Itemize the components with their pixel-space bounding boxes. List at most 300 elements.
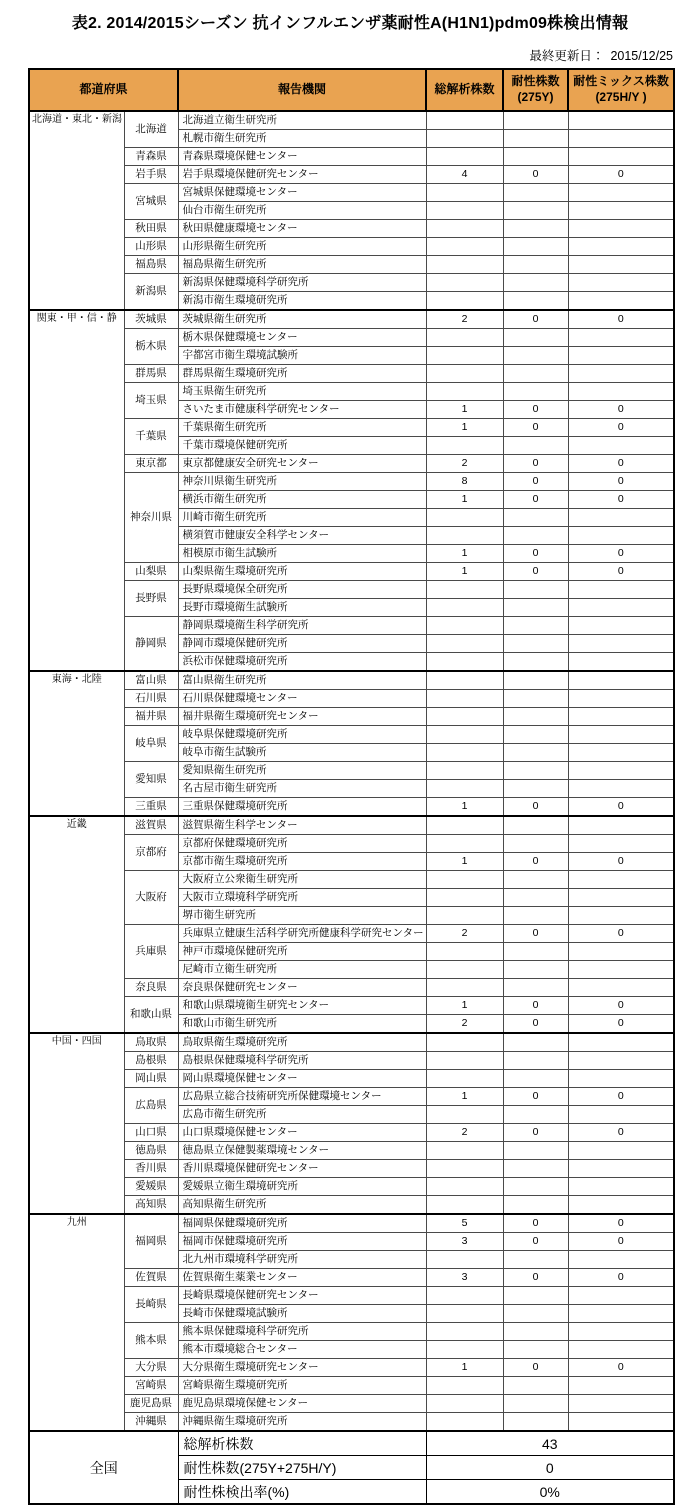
institution-cell: 沖縄県衛生環境研究所 [178,1413,426,1432]
resistant-count-cell [503,635,568,653]
col-header-institution: 報告機関 [178,69,426,111]
table-row [29,708,674,726]
prefecture-cell: 宮崎県 [124,1377,178,1395]
institution-cell: 宮城県保健環境センター [178,184,426,202]
institution-cell: 青森県環境保健センター [178,148,426,166]
resistant-count-cell [503,581,568,599]
prefecture-cell: 鳥取県 [124,1033,178,1052]
table-row [29,1088,674,1106]
institution-cell: 京都府保健環境研究所 [178,835,426,853]
prefecture-cell: 山口県 [124,1124,178,1142]
institution-cell: 千葉県衛生研究所 [178,419,426,437]
resistant-count-cell: 0 [503,310,568,329]
institution-cell: 埼玉県衛生研究所 [178,383,426,401]
table-row [29,1377,674,1395]
institution-cell: 滋賀県衛生科学センター [178,816,426,835]
resistant-mix-count-cell [568,889,674,907]
total-analyzed-cell [426,1251,503,1269]
prefecture-cell: 埼玉県 [124,383,178,419]
resistant-mix-count-cell [568,130,674,148]
table-row [29,979,674,997]
resistant-count-cell [503,1413,568,1432]
resistant-count-cell [503,871,568,889]
institution-cell: 愛知県衛生研究所 [178,762,426,780]
resistant-mix-count-cell [568,527,674,545]
institution-cell: 栃木県保健環境センター [178,329,426,347]
institution-cell: 島根県保健環境科学研究所 [178,1052,426,1070]
table-row [29,1196,674,1215]
resistant-count-cell [503,1341,568,1359]
resistant-count-cell: 0 [503,473,568,491]
resistant-mix-count-cell [568,238,674,256]
institution-cell: 秋田県健康環境センター [178,220,426,238]
resistant-mix-count-cell [568,256,674,274]
resistant-mix-count-cell [568,1196,674,1215]
resistant-mix-count-cell [568,111,674,130]
resistant-mix-count-cell [568,780,674,798]
resistant-mix-count-cell: 0 [568,401,674,419]
prefecture-cell: 京都府 [124,835,178,871]
total-analyzed-cell [426,238,503,256]
resistant-count-cell: 0 [503,925,568,943]
region-cell: 東海・北陸 [29,671,124,816]
resistant-count-cell: 0 [503,1233,568,1251]
resistant-count-cell [503,726,568,744]
resistant-count-cell [503,437,568,455]
table-row [29,148,674,166]
resistant-mix-count-cell [568,1142,674,1160]
institution-cell: 群馬県衛生環境研究所 [178,365,426,383]
total-analyzed-cell [426,979,503,997]
total-analyzed-cell [426,111,503,130]
total-analyzed-cell: 1 [426,419,503,437]
table-row [29,1269,674,1287]
institution-cell: 茨城県衛生研究所 [178,310,426,329]
resistant-mix-count-cell [568,509,674,527]
institution-cell: 大阪府立公衆衛生研究所 [178,871,426,889]
region-cell: 関東・甲・信・静 [29,310,124,671]
resistant-mix-count-cell [568,979,674,997]
col-header-resistant: 耐性株数 (275Y) [503,69,568,111]
resistant-count-cell [503,835,568,853]
total-analyzed-cell: 3 [426,1233,503,1251]
total-analyzed-cell [426,816,503,835]
institution-cell: 静岡県環境衛生科学研究所 [178,617,426,635]
total-analyzed-cell [426,1160,503,1178]
total-analyzed-cell: 1 [426,853,503,871]
resistant-mix-count-cell: 0 [568,563,674,581]
institution-cell: 福島県衛生研究所 [178,256,426,274]
resistant-count-cell [503,744,568,762]
table-row [29,1160,674,1178]
resistant-mix-count-cell [568,744,674,762]
institution-cell: 愛媛県立衛生環境研究所 [178,1178,426,1196]
total-analyzed-cell [426,635,503,653]
total-analyzed-cell [426,347,503,365]
table-body [29,111,674,1431]
national-cell: 全国 [29,1431,178,1504]
resistant-count-cell [503,907,568,925]
institution-cell: 佐賀県衛生薬業センター [178,1269,426,1287]
prefecture-cell: 東京都 [124,455,178,473]
total-analyzed-cell [426,653,503,672]
resistant-count-cell: 0 [503,563,568,581]
total-analyzed-cell [426,509,503,527]
institution-cell: 山梨県衛生環境研究所 [178,563,426,581]
resistant-count-cell: 0 [503,1214,568,1233]
total-analyzed-cell [426,762,503,780]
table-row [29,1214,674,1233]
resistant-mix-count-cell: 0 [568,419,674,437]
resistant-count-cell [503,184,568,202]
resistant-count-cell: 0 [503,1015,568,1034]
resistant-mix-count-cell: 0 [568,853,674,871]
institution-cell: 広島市衛生研究所 [178,1106,426,1124]
resistant-mix-count-cell [568,148,674,166]
prefecture-cell: 青森県 [124,148,178,166]
region-cell: 北海道・東北・新潟 [29,111,124,310]
resistant-count-cell [503,527,568,545]
resistant-mix-count-cell [568,835,674,853]
table-row [29,563,674,581]
total-analyzed-cell [426,671,503,690]
total-analyzed-cell [426,1070,503,1088]
resistant-count-cell [503,347,568,365]
total-analyzed-cell [426,329,503,347]
resistant-mix-count-cell [568,220,674,238]
resistant-mix-count-cell: 0 [568,545,674,563]
total-analyzed-cell [426,1305,503,1323]
total-analyzed-cell: 5 [426,1214,503,1233]
resistant-mix-count-cell: 0 [568,1124,674,1142]
total-analyzed-cell [426,871,503,889]
institution-cell: 兵庫県立健康生活科学研究所健康科学研究センター [178,925,426,943]
prefecture-cell: 熊本県 [124,1323,178,1359]
total-analyzed-cell [426,835,503,853]
institution-cell: 長野市環境衛生試験所 [178,599,426,617]
resistant-count-cell: 0 [503,545,568,563]
region-cell: 中国・四国 [29,1033,124,1214]
resistant-count-cell: 0 [503,455,568,473]
prefecture-cell: 静岡県 [124,617,178,672]
table-row [29,220,674,238]
institution-cell: 三重県保健環境研究所 [178,798,426,817]
prefecture-cell: 岡山県 [124,1070,178,1088]
total-analyzed-cell: 1 [426,798,503,817]
total-analyzed-cell: 1 [426,563,503,581]
total-analyzed-cell [426,1341,503,1359]
total-analyzed-cell [426,961,503,979]
footer-label-cell: 耐性株検出率(%) [178,1480,426,1505]
resistant-mix-count-cell [568,1070,674,1088]
total-analyzed-cell: 8 [426,473,503,491]
footer-value-cell: 0% [426,1480,674,1505]
table-row [29,1033,674,1052]
resistant-mix-count-cell [568,365,674,383]
page-title: 表2. 2014/2015シーズン 抗インフルエンザ薬耐性A(H1N1)pdm09株検出情報 [71,15,629,32]
institution-cell: 高知県衛生研究所 [178,1196,426,1215]
resistant-count-cell: 0 [503,1359,568,1377]
institution-cell: 京都市衛生環境研究所 [178,853,426,871]
prefecture-cell: 香川県 [124,1160,178,1178]
resistant-mix-count-cell [568,1395,674,1413]
resistant-mix-count-cell [568,762,674,780]
institution-cell: 北九州市環境科学研究所 [178,1251,426,1269]
last-updated [28,46,673,64]
resistant-count-cell [503,1395,568,1413]
resistant-mix-count-cell: 0 [568,798,674,817]
resistant-mix-count-cell [568,274,674,292]
table-row [29,473,674,491]
institution-cell: 浜松市保健環境研究所 [178,653,426,672]
total-analyzed-cell [426,292,503,311]
resistant-mix-count-cell: 0 [568,1015,674,1034]
resistant-mix-count-cell [568,871,674,889]
institution-cell: 岩手県環境保健研究センター [178,166,426,184]
prefecture-cell: 長野県 [124,581,178,617]
resistant-mix-count-cell: 0 [568,166,674,184]
table-row [29,256,674,274]
table-row [29,816,674,835]
resistant-mix-count-cell: 0 [568,1233,674,1251]
institution-cell: 長崎県環境保健研究センター [178,1287,426,1305]
total-analyzed-cell: 2 [426,310,503,329]
total-analyzed-cell: 1 [426,401,503,419]
prefecture-cell: 大分県 [124,1359,178,1377]
total-analyzed-cell [426,726,503,744]
table-row [29,871,674,889]
total-analyzed-cell [426,690,503,708]
total-analyzed-cell [426,581,503,599]
resistant-mix-count-cell [568,1106,674,1124]
total-analyzed-cell [426,617,503,635]
prefecture-cell: 三重県 [124,798,178,817]
prefecture-cell: 石川県 [124,690,178,708]
resistant-count-cell [503,780,568,798]
resistant-count-cell [503,1160,568,1178]
prefecture-cell: 徳島県 [124,1142,178,1160]
resistant-count-cell [503,1323,568,1341]
resistant-mix-count-cell [568,1251,674,1269]
total-analyzed-cell [426,1323,503,1341]
resistant-count-cell [503,1287,568,1305]
resistant-count-cell [503,708,568,726]
prefecture-cell: 福岡県 [124,1214,178,1269]
prefecture-cell: 愛媛県 [124,1178,178,1196]
col-header-prefecture: 都道府県 [29,69,178,111]
prefecture-cell: 奈良県 [124,979,178,997]
prefecture-cell: 和歌山県 [124,997,178,1034]
prefecture-cell: 山形県 [124,238,178,256]
resistant-mix-count-cell [568,708,674,726]
resistant-count-cell [503,671,568,690]
institution-cell: 岐阜県保健環境研究所 [178,726,426,744]
table-footer [29,1431,674,1504]
resistant-count-cell [503,1196,568,1215]
prefecture-cell: 滋賀県 [124,816,178,835]
institution-cell: 札幌市衛生研究所 [178,130,426,148]
institution-cell: 鹿児島県環境保健センター [178,1395,426,1413]
resistant-mix-count-cell [568,816,674,835]
prefecture-cell: 千葉県 [124,419,178,455]
institution-cell: 尼崎市立衛生研究所 [178,961,426,979]
institution-cell: 徳島県立保健製薬環境センター [178,1142,426,1160]
resistant-count-cell: 0 [503,1088,568,1106]
prefecture-cell: 島根県 [124,1052,178,1070]
resistant-mix-count-cell [568,599,674,617]
total-analyzed-cell [426,1178,503,1196]
table-row [29,581,674,599]
resistant-count-cell [503,292,568,311]
resistant-count-cell [503,202,568,220]
resistant-count-cell [503,1178,568,1196]
institution-cell: 長崎市保健環境試験所 [178,1305,426,1323]
institution-cell: 富山県衛生研究所 [178,671,426,690]
prefecture-cell: 沖縄県 [124,1413,178,1432]
total-analyzed-cell: 3 [426,1269,503,1287]
prefecture-cell: 大阪府 [124,871,178,925]
prefecture-cell: 岐阜県 [124,726,178,762]
institution-cell: 山形県衛生研究所 [178,238,426,256]
institution-cell: 仙台市衛生研究所 [178,202,426,220]
resistant-count-cell [503,383,568,401]
last-updated-value: 2015/12/25 [610,49,673,63]
institution-cell: さいたま市健康科学研究センター [178,401,426,419]
resistant-count-cell [503,238,568,256]
resistant-count-cell: 0 [503,1269,568,1287]
resistant-count-cell [503,130,568,148]
total-analyzed-cell: 1 [426,1088,503,1106]
table-row [29,1142,674,1160]
table-row [29,690,674,708]
table-row [29,383,674,401]
institution-cell: 川崎市衛生研究所 [178,509,426,527]
institution-cell: 北海道立衛生研究所 [178,111,426,130]
resistant-mix-count-cell: 0 [568,310,674,329]
institution-cell: 大分県衛生環境研究センター [178,1359,426,1377]
table-row [29,1323,674,1341]
institution-cell: 奈良県保健研究センター [178,979,426,997]
resistant-mix-count-cell [568,1341,674,1359]
resistant-count-cell [503,979,568,997]
institution-cell: 静岡市環境保健研究所 [178,635,426,653]
resistant-mix-count-cell [568,437,674,455]
resistant-count-cell [503,111,568,130]
table-row [29,925,674,943]
total-analyzed-cell [426,1413,503,1432]
resistant-mix-count-cell: 0 [568,925,674,943]
resistant-mix-count-cell: 0 [568,997,674,1015]
institution-cell: 横須賀市健康安全科学センター [178,527,426,545]
institution-cell: 横浜市衛生研究所 [178,491,426,509]
total-analyzed-cell: 4 [426,166,503,184]
resistant-mix-count-cell: 0 [568,473,674,491]
resistant-mix-count-cell [568,671,674,690]
total-analyzed-cell [426,220,503,238]
resistant-mix-count-cell [568,617,674,635]
institution-cell: 大阪市立環境科学研究所 [178,889,426,907]
resistant-count-cell: 0 [503,166,568,184]
prefecture-cell: 広島県 [124,1088,178,1124]
institution-cell: 千葉市環境保健研究所 [178,437,426,455]
resistant-count-cell: 0 [503,853,568,871]
table-row [29,419,674,437]
institution-cell: 岡山県環境保健センター [178,1070,426,1088]
institution-cell: 新潟県保健環境科学研究所 [178,274,426,292]
resistant-mix-count-cell [568,690,674,708]
institution-cell: 和歌山市衛生研究所 [178,1015,426,1034]
resistant-count-cell: 0 [503,997,568,1015]
prefecture-cell: 愛知県 [124,762,178,798]
total-analyzed-cell [426,383,503,401]
prefecture-cell: 佐賀県 [124,1269,178,1287]
total-analyzed-cell: 2 [426,925,503,943]
institution-cell: 鳥取県衛生環境研究所 [178,1033,426,1052]
prefecture-cell: 福井県 [124,708,178,726]
resistant-mix-count-cell [568,943,674,961]
resistant-count-cell [503,1251,568,1269]
total-analyzed-cell [426,1033,503,1052]
total-analyzed-cell [426,1106,503,1124]
table-row [29,166,674,184]
region-cell: 九州 [29,1214,124,1431]
resistant-count-cell [503,509,568,527]
prefecture-cell: 山梨県 [124,563,178,581]
total-analyzed-cell [426,365,503,383]
resistant-mix-count-cell [568,1287,674,1305]
resistant-mix-count-cell [568,202,674,220]
table-row [29,310,674,329]
resistant-count-cell: 0 [503,419,568,437]
total-analyzed-cell [426,1142,503,1160]
prefecture-cell: 宮城県 [124,184,178,220]
col-header-mix: 耐性ミックス株数 (275H/Y ) [568,69,674,111]
resistant-count-cell [503,148,568,166]
resistant-mix-count-cell [568,907,674,925]
resistant-mix-count-cell: 0 [568,1214,674,1233]
table-row [29,726,674,744]
prefecture-cell: 長崎県 [124,1287,178,1323]
total-analyzed-cell [426,148,503,166]
resistant-mix-count-cell [568,653,674,672]
resistant-mix-count-cell: 0 [568,491,674,509]
institution-cell: 福岡市保健環境研究所 [178,1233,426,1251]
resistant-count-cell: 0 [503,1124,568,1142]
resistant-count-cell: 0 [503,401,568,419]
table-row [29,1359,674,1377]
institution-cell: 相模原市衛生試験所 [178,545,426,563]
prefecture-cell: 栃木県 [124,329,178,365]
resistant-mix-count-cell [568,726,674,744]
institution-cell: 宇都宮市衛生環境試験所 [178,347,426,365]
table-row [29,111,674,130]
institution-cell: 岐阜市衛生試験所 [178,744,426,762]
prefecture-cell: 高知県 [124,1196,178,1215]
resistant-mix-count-cell [568,1413,674,1432]
resistant-count-cell [503,1070,568,1088]
institution-cell: 福岡県保健環境研究所 [178,1214,426,1233]
resistant-mix-count-cell [568,1377,674,1395]
total-analyzed-cell [426,130,503,148]
resistant-mix-count-cell [568,347,674,365]
institution-cell: 新潟市衛生環境研究所 [178,292,426,311]
total-analyzed-cell [426,1377,503,1395]
total-analyzed-cell: 1 [426,1359,503,1377]
total-analyzed-cell [426,1395,503,1413]
resistant-count-cell [503,1033,568,1052]
total-analyzed-cell [426,256,503,274]
resistant-count-cell: 0 [503,798,568,817]
